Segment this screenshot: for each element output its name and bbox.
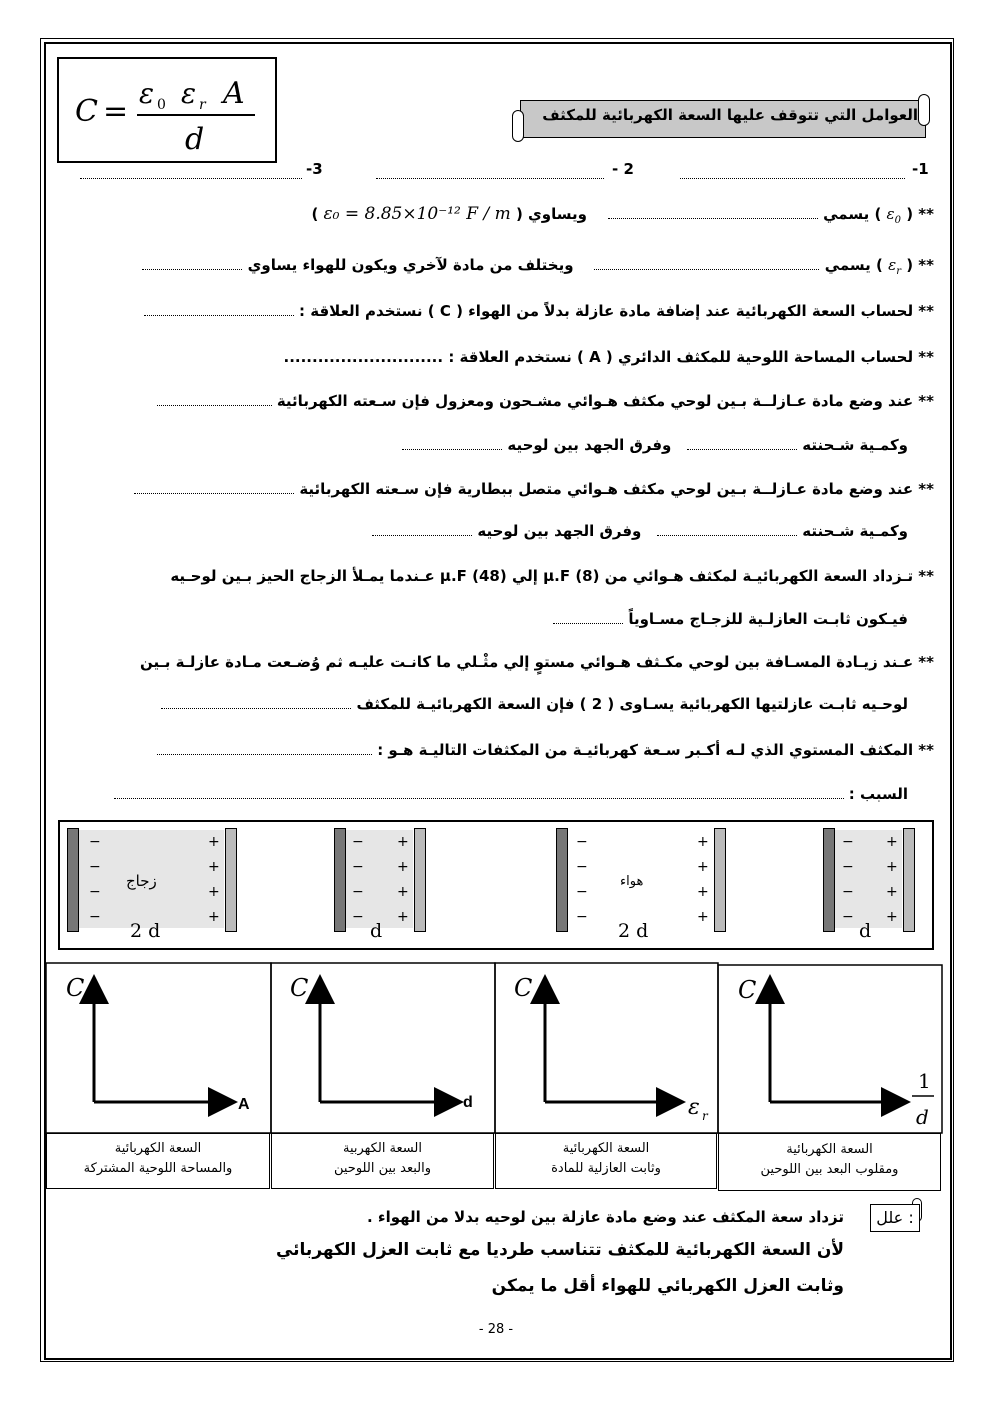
capacitor-plate-negative bbox=[823, 828, 835, 932]
minus-sign: − bbox=[89, 834, 101, 850]
factor-3-blank bbox=[80, 168, 302, 179]
plus-sign: + bbox=[397, 859, 409, 875]
plus-sign: + bbox=[697, 859, 709, 875]
distance-line2: لوحـيه ثابـت عازلتيها الكهربائية يسـاوى ( 2 ) فإن السعة الكهربائيـة للمكثف bbox=[161, 695, 908, 713]
gap-label: d bbox=[370, 920, 383, 942]
plus-sign: + bbox=[886, 884, 898, 900]
distance-line1: ** عـند زيـادة المسـافة بين لوحي مكـثف هـوائي مستوٍ إلي مثْـلي ما كانـت عليـه ثم وُضـعت مـادة عازلـة بـين bbox=[139, 653, 934, 671]
plus-sign: + bbox=[697, 884, 709, 900]
title-banner bbox=[512, 92, 932, 144]
x-label-inv-num: 1 bbox=[918, 1069, 931, 1093]
plus-sign: + bbox=[208, 884, 220, 900]
factor-2-label: - 2 bbox=[612, 160, 634, 178]
minus-sign: − bbox=[352, 884, 364, 900]
x-label-er-sub: r bbox=[702, 1109, 708, 1123]
isolated-capacitor-line2: وكمـية شـحنته وفرق الجهد بين لوحيه bbox=[402, 436, 908, 454]
battery-capacitor-line1: ** عند وضع مادة عـازلــة بـين لوحي مكثف هـوائي متصل ببطارية فإن سـعته الكهربائية bbox=[134, 480, 934, 498]
minus-sign: − bbox=[352, 909, 364, 925]
formula-sub0: 0 bbox=[157, 97, 166, 113]
isolated-capacitor-line1: ** عند وضع مادة عـازلــة بـين لوحي مكثف هـوائي مشـحون ومعزول فإن سـعته الكهربائية bbox=[157, 392, 934, 410]
why-answer-line1: لأن السعة الكهربائية للمكثف تتناسب طرديا مع ثابت العزل الكهربائي bbox=[275, 1240, 844, 1260]
graph-caption-area: السعة الكهربائية والمساحة اللوحية المشتركة bbox=[46, 1133, 270, 1189]
formula-epsilonr: ε bbox=[181, 77, 197, 110]
plus-sign: + bbox=[397, 834, 409, 850]
minus-sign: − bbox=[576, 834, 588, 850]
formula-subr: r bbox=[199, 97, 206, 113]
minus-sign: − bbox=[842, 859, 854, 875]
formula-eq: = bbox=[103, 94, 129, 129]
plus-sign: + bbox=[886, 834, 898, 850]
graph-caption-er: السعة الكهربائية وثابت العازلية للمادة bbox=[495, 1133, 717, 1189]
plus-sign: + bbox=[397, 909, 409, 925]
minus-sign: − bbox=[352, 859, 364, 875]
glass-line2: فيـكون ثابـت العازلـية للزجـاج مسـاوياً bbox=[553, 610, 908, 628]
plus-sign: + bbox=[208, 859, 220, 875]
gap-label: 2 d bbox=[618, 920, 649, 942]
y-label: C bbox=[66, 974, 85, 1002]
plus-sign: + bbox=[208, 909, 220, 925]
plus-sign: + bbox=[886, 909, 898, 925]
epsilonr-line: ** ( $\varepsilon_r$ ) يسمي ويختلف من مادة لآخري ويكون للهواء يساوي bbox=[142, 256, 934, 277]
y-label: C bbox=[738, 976, 757, 1004]
formula-lhs: C bbox=[75, 94, 98, 129]
a-relation-line: ** لحساب المساحة اللوحية للمكثف الدائري ( A ) نستخدم العلاقة : ............................ bbox=[283, 348, 934, 366]
x-label-area: A bbox=[238, 1096, 250, 1113]
why-label-scroll bbox=[864, 1198, 924, 1236]
formula-area: A bbox=[223, 76, 245, 111]
minus-sign: − bbox=[842, 909, 854, 925]
capacitor-plate-negative bbox=[556, 828, 568, 932]
capacitor-plate-positive bbox=[714, 828, 726, 932]
y-label: C bbox=[290, 974, 309, 1002]
plus-sign: + bbox=[697, 834, 709, 850]
x-label-inv-den: d bbox=[916, 1105, 929, 1129]
why-question: تزداد سعة المكثف عند وضع مادة عازلة بين لوحيه بدلا من الهواء . bbox=[367, 1208, 844, 1226]
battery-capacitor-line2: وكمـية شـحنته وفرق الجهد بين لوحيه bbox=[372, 522, 908, 540]
factor-3-label: -3 bbox=[306, 160, 323, 178]
c-relation-line: ** لحساب السعة الكهربائية عند إضافة مادة عازلة بدلاً من الهواء ( C ) نستخدم العلاقة : bbox=[144, 302, 934, 320]
minus-sign: − bbox=[89, 909, 101, 925]
formula-epsilon0: ε bbox=[139, 77, 155, 110]
capacitor-plate-negative bbox=[67, 828, 79, 932]
minus-sign: − bbox=[576, 909, 588, 925]
x-label-er: ε bbox=[688, 1095, 700, 1120]
why-label: علل : bbox=[870, 1204, 920, 1232]
epsilon0-line: ** ( $\varepsilon_0$ ) يسمي ويساوي ( ε₀ = 8.85×10⁻¹² F / m ) bbox=[311, 204, 934, 226]
capacitance-formula-box bbox=[57, 57, 277, 163]
minus-sign: − bbox=[842, 884, 854, 900]
graph-caption-inverse-d: السعة الكهربائية ومقلوب البعد بين اللوحين bbox=[718, 1133, 941, 1191]
plus-sign: + bbox=[886, 859, 898, 875]
minus-sign: − bbox=[576, 859, 588, 875]
plus-sign: + bbox=[208, 834, 220, 850]
plus-sign: + bbox=[397, 884, 409, 900]
plus-sign: + bbox=[697, 909, 709, 925]
page-number: - 28 - bbox=[478, 1322, 514, 1337]
x-label-distance: d bbox=[463, 1094, 473, 1111]
why-answer-line2: وثابت العزل الكهربائي للهواء أقل ما يمكن bbox=[491, 1276, 844, 1296]
reason-line: السبب : bbox=[114, 785, 909, 803]
graph-caption-distance: السعة الكهربية والبعد بين اللوحين bbox=[271, 1133, 494, 1189]
scroll-curl-left bbox=[512, 110, 524, 142]
capacitor-plate-positive bbox=[903, 828, 915, 932]
glass-line1: ** تـزداد السعة الكهربائيـة لمكثف هـوائي من μ.F (8) إلي μ.F (48) عـندما يمـلأ الزجاج الحيز بـين لوحـيه bbox=[170, 567, 934, 585]
section-title: العوامل التي تتوقف عليها السعة الكهربائية للمكثف bbox=[542, 106, 918, 124]
y-label: C bbox=[514, 974, 533, 1002]
formula-den: d bbox=[185, 122, 205, 157]
factor-1-label: -1 bbox=[912, 160, 929, 178]
minus-sign: − bbox=[842, 834, 854, 850]
medium-label-glass: زجاج bbox=[126, 872, 157, 890]
capacitance-formula bbox=[59, 59, 275, 161]
factor-1-blank bbox=[680, 168, 905, 179]
minus-sign: − bbox=[576, 884, 588, 900]
factor-2-blank bbox=[376, 168, 604, 179]
capacitor-plate-positive bbox=[414, 828, 426, 932]
largest-capacitor-line: ** المكثف المستوي الذي لـه أكـبر سـعة كهربائيـة من المكثفات التاليـة هـو : bbox=[157, 741, 934, 759]
minus-sign: − bbox=[89, 859, 101, 875]
gap-label: d bbox=[859, 920, 872, 942]
gap-label: 2 d bbox=[130, 920, 161, 942]
minus-sign: − bbox=[352, 834, 364, 850]
minus-sign: − bbox=[89, 884, 101, 900]
capacitor-plate-positive bbox=[225, 828, 237, 932]
scroll-curl-right bbox=[918, 94, 930, 126]
capacitor-plate-negative bbox=[334, 828, 346, 932]
medium-label-air: هواء bbox=[620, 874, 644, 889]
